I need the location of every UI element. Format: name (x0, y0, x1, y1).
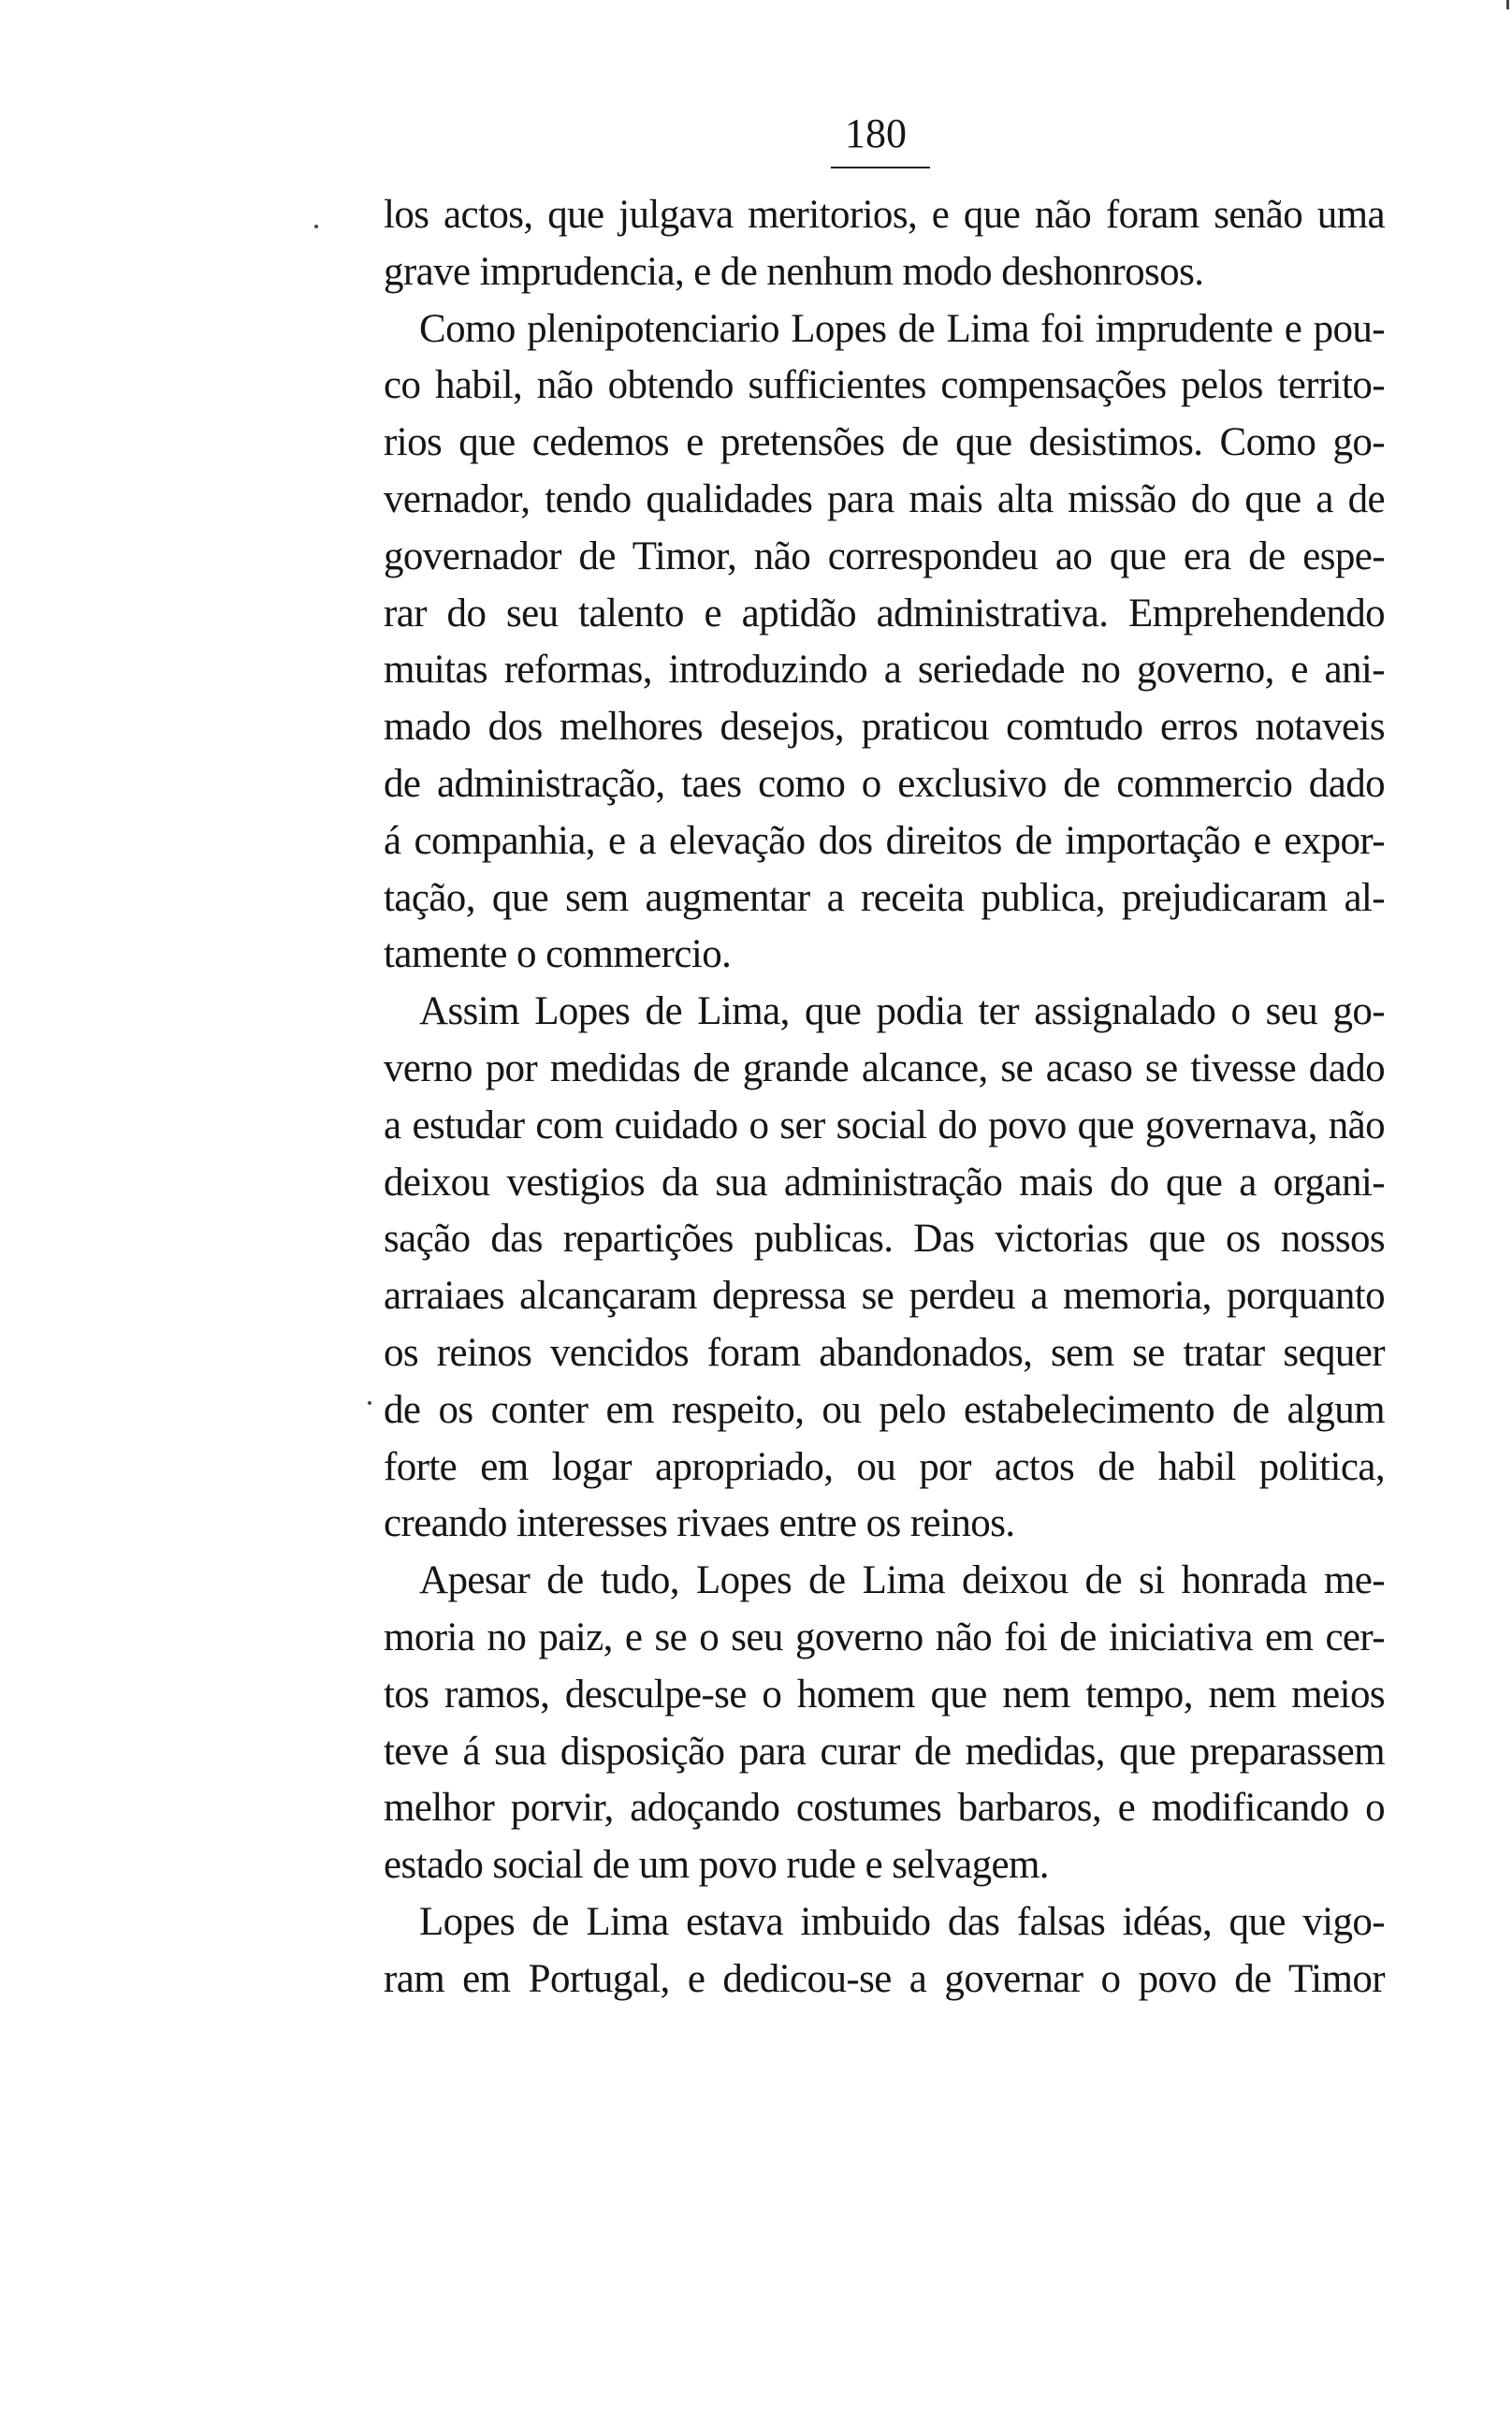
text-line: arraiaes alcançaram depressa se perdeu a memoria, porquanto (384, 1274, 1385, 1319)
text-line: Apesar de tudo, Lopes de Lima deixou de si honrada me- (419, 1558, 1385, 1603)
scan-speck (314, 225, 318, 228)
text-line: de os conter em respeito, ou pelo estabelecimento de algum (384, 1387, 1385, 1432)
text-line: los actos, que julgava meritorios, e que não foram senão uma (384, 193, 1385, 237)
text-line: creando interesses rivaes entre os reinos. (384, 1501, 1015, 1546)
text-line: governador de Timor, não correspondeu ao que era de espe- (384, 533, 1385, 578)
text-line: teve á sua disposição para curar de medidas, que preparassem (384, 1729, 1385, 1774)
page-number: 180 (845, 110, 907, 156)
text-line: rar do seu talento e aptidão administrativa. Emprehendendo (384, 591, 1385, 636)
text-line: Lopes de Lima estava imbuido das falsas idéas, que vigo- (419, 1899, 1385, 1944)
text-line: vernador, tendo qualidades para mais alta missão do que a de (384, 476, 1385, 521)
text-line: tação, que sem augmentar a receita publica, prejudicaram al- (384, 875, 1385, 920)
paragraph (384, 1894, 1385, 2009)
text-line: moria no paiz, e se o seu governo não foi de iniciativa em cer- (384, 1615, 1385, 1659)
text-line: sação das repartições publicas. Das victorias que os nossos (384, 1217, 1385, 1262)
text-line: deixou vestigios da sua administração mais do que a organi- (384, 1160, 1385, 1205)
text-line: de administração, taes como o exclusivo de commercio dado (384, 761, 1385, 806)
scan-speck (368, 1401, 371, 1405)
text-line: os reinos vencidos foram abandonados, sem se tratar sequer (384, 1330, 1385, 1375)
text-line: tos ramos, desculpe-se o homem que nem tempo, nem meios (384, 1672, 1385, 1717)
text-line: Assim Lopes de Lima, que podia ter assignalado o seu go- (419, 989, 1385, 1034)
header-rule (831, 167, 930, 168)
text-line: estado social de um povo rude e selvagem. (384, 1843, 1049, 1888)
text-line: ram em Portugal, e dedicou-se a governar o povo de Timor (384, 1956, 1385, 2001)
paragraph (384, 1553, 1385, 1894)
paragraph (384, 187, 1385, 301)
text-line: co habil, não obtendo sufficientes compensações pelos territo- (384, 363, 1385, 408)
text-line: grave imprudencia, e de nenhum modo deshonrosos. (384, 249, 1204, 294)
text-line: á companhia, e a elevação dos direitos de importação e expor- (384, 818, 1385, 863)
text-line: mado dos melhores desejos, praticou comtudo erros notaveis (384, 705, 1385, 750)
text-line: verno por medidas de grande alcance, se acaso se tivesse dado (384, 1045, 1385, 1090)
text-line: melhor porvir, adoçando costumes barbaros, e modificando o (384, 1786, 1385, 1831)
text-line: Como plenipotenciario Lopes de Lima foi imprudente e pou- (419, 306, 1385, 351)
body-text (384, 187, 1385, 2009)
paragraph (384, 301, 1385, 985)
text-line: rios que cedemos e pretensões de que desistimos. Como go- (384, 420, 1385, 465)
text-line: tamente o commercio. (384, 932, 732, 977)
text-line: muitas reformas, introduzindo a seriedade no governo, e ani- (384, 648, 1385, 693)
text-line: a estudar com cuidado o ser social do povo que governava, não (384, 1103, 1385, 1147)
text-line: forte em logar apropriado, ou por actos de habil politica, (384, 1444, 1385, 1489)
paragraph (384, 984, 1385, 1553)
scan-speck (1506, 0, 1509, 9)
